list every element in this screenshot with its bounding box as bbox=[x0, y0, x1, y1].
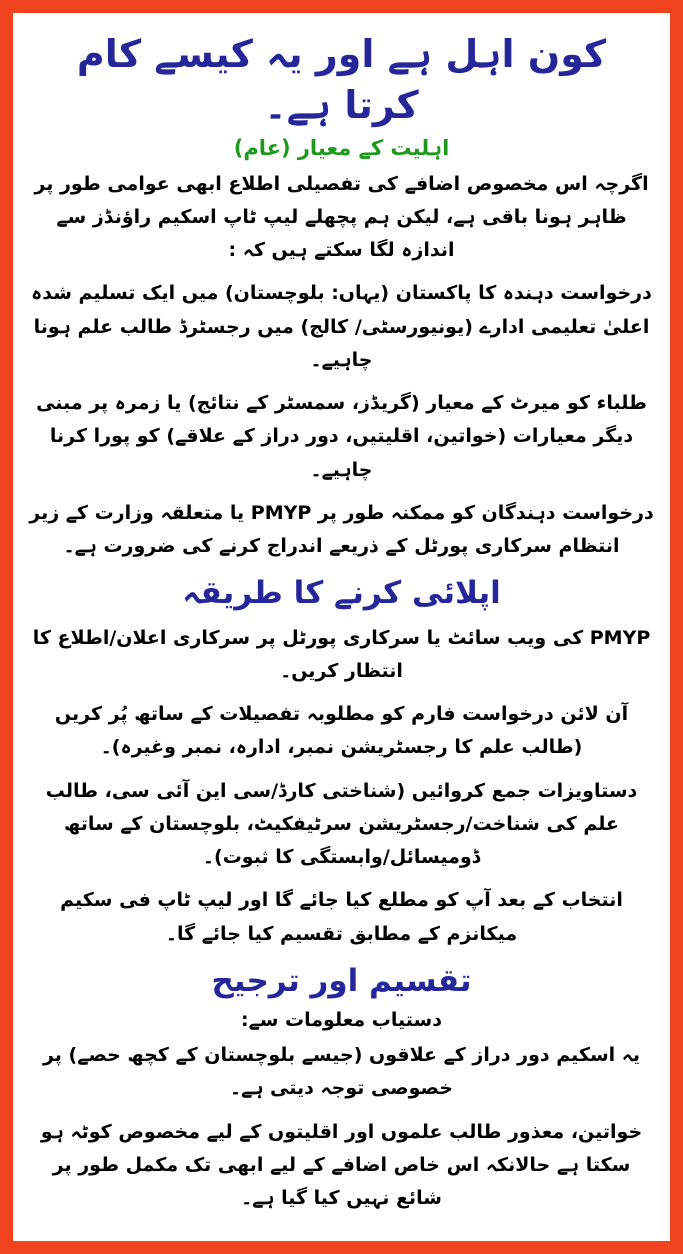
page-title: کون اہل ہے اور یہ کیسے کام کرتا ہے۔ bbox=[76, 32, 607, 128]
apply-selection-notification-paragraph: انتخاب کے بعد آپ کو مطلع کیا جائے گا اور لیپ ٹاپ فی سکیم میکانزم کے مطابق تقسیم کیا جائے گا۔ bbox=[60, 889, 623, 945]
apply-submit-documents-paragraph: دستاویزات جمع کروائیں (شناختی کارڈ/سی این آئی سی، طالب علم کی شناخت/رجسٹریشن سرٹیفکیٹ، بلوچستان کے ساتھ ڈومیسائل/وابستگی کا ثبوت)۔ bbox=[45, 779, 638, 869]
eligibility-merit-criteria-paragraph: طلباء کو میرٹ کے معیار (گریڈز، سمسٹر کے نتائج) یا زمرہ پر مبنی دیگر معیارات (خواتین، اقلیتیں، دور دراز کے علاقے) کو پورا کرنا چاہیے۔ bbox=[36, 392, 647, 481]
eligibility-registered-student-paragraph: درخواست دہندہ کا پاکستان (یہاں: بلوچستان) میں ایک تسلیم شدہ اعلیٰ تعلیمی ادارے (یونیورسٹی/ کالج) میں رجسٹرڈ طالب علم ہونا چاہیے۔ bbox=[31, 282, 652, 371]
distribution-remote-areas-paragraph: یہ اسکیم دور دراز کے علاقوں (جیسے بلوچستان کے کچھ حصے) پر خصوصی توجہ دیتی ہے۔ bbox=[42, 1044, 641, 1100]
apply-wait-announcement-paragraph: PMYP کی ویب سائٹ یا سرکاری پورٹل پر سرکاری اعلان/اطلاع کا انتظار کریں۔ bbox=[32, 626, 651, 682]
apply-online-form-paragraph: آن لائن درخواست فارم کو مطلوبہ تفصیلات کے ساتھ پُر کریں (طالب علم کا رجسٹریشن نمبر، ادارہ، نمبر وغیرہ)۔ bbox=[54, 703, 629, 759]
eligibility-criteria-subtitle: اہلیت کے معیار (عام) bbox=[233, 135, 450, 160]
how-to-apply-heading: اپلائی کرنے کا طریقہ bbox=[182, 575, 501, 612]
distribution-priority-heading: تقسیم اور ترجیح bbox=[211, 962, 472, 999]
eligibility-portal-registration-paragraph: درخواست دہندگان کو ممکنہ طور پر PMYP یا متعلقہ وزارت کے زیر انتظام سرکاری پورٹل کے ذریعے اندراج کرنے کی ضرورت ہے۔ bbox=[29, 501, 654, 558]
eligibility-intro-paragraph: اگرچہ اس مخصوص اضافے کی تفصیلی اطلاع ابھی عوامی طور پر ظاہر ہونا باقی ہے، لیکن ہم پچھلے لیپ ٹاپ اسکیم راؤنڈز سے اندازہ لگا سکتے ہیں کہ : bbox=[34, 172, 649, 262]
available-information-label: دستیاب معلومات سے: bbox=[241, 1009, 442, 1032]
distribution-quota-paragraph: خواتین، معذور طالب علموں اور اقلیتوں کے لیے مخصوص کوٹہ ہو سکتا ہے حالانکہ اس خاص اضافے کے لیے ابھی تک مکمل طور پر شائع نہیں کیا گیا ہے۔ bbox=[40, 1120, 643, 1210]
